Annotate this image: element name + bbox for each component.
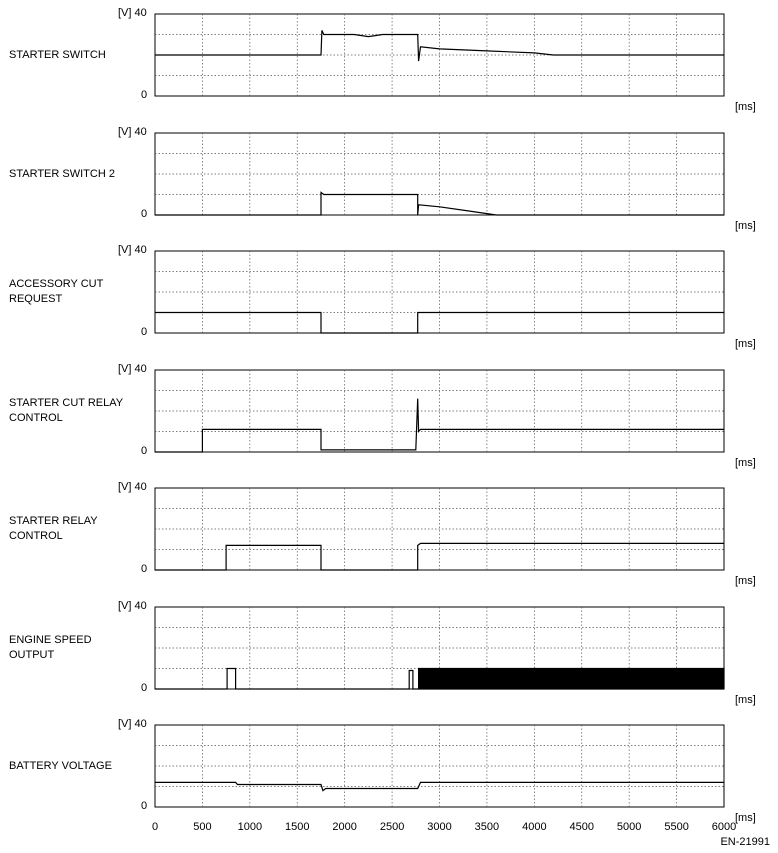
x-tick-label: 3500	[474, 821, 500, 833]
signal-trace-6	[155, 669, 724, 690]
x-unit-label: [ms]	[735, 694, 756, 706]
y-axis-zero-label: 0	[141, 682, 148, 694]
x-unit-label: [ms]	[735, 812, 756, 824]
y-axis-zero-label: 0	[141, 208, 148, 220]
signal-label: STARTER SWITCH	[9, 49, 106, 61]
y-axis-zero-label: 0	[141, 563, 148, 575]
signal-label: STARTER SWITCH 2	[9, 168, 115, 180]
x-tick-label: 3000	[427, 821, 452, 833]
x-unit-label: [ms]	[735, 338, 756, 350]
x-tick-label: 0	[151, 821, 159, 833]
x-tick-label: 6000	[711, 821, 737, 833]
y-axis-zero-label: 0	[141, 89, 148, 101]
y-axis-max-label: [V] 40	[118, 7, 147, 19]
x-tick-label: 5500	[664, 821, 689, 833]
signal-label: ENGINE SPEED OUTPUT	[9, 634, 92, 661]
signal-trace-3	[155, 313, 724, 334]
y-axis-zero-label: 0	[141, 800, 148, 812]
y-axis-max-label: [V] 40	[118, 363, 147, 375]
y-axis-max-label: [V] 40	[118, 718, 147, 730]
x-unit-label: [ms]	[735, 101, 756, 113]
x-tick-label: 500	[193, 821, 212, 833]
x-tick-label: 1500	[285, 821, 310, 833]
y-axis-max-label: [V] 40	[118, 481, 147, 493]
y-axis-zero-label: 0	[141, 445, 148, 457]
y-axis-max-label: [V] 40	[118, 600, 147, 612]
x-unit-label: [ms]	[735, 575, 756, 587]
x-tick-label: 1000	[237, 821, 263, 833]
x-unit-label: [ms]	[735, 457, 756, 469]
y-axis-zero-label: 0	[141, 326, 148, 338]
signal-label: ACCESSORY CUT REQUEST	[9, 278, 104, 305]
y-axis-max-label: [V] 40	[118, 126, 147, 138]
figure-id: EN-21991	[720, 836, 770, 848]
x-tick-label: 2500	[379, 821, 405, 833]
y-axis-max-label: [V] 40	[118, 244, 147, 256]
signal-label: STARTER RELAY CONTROL	[9, 515, 98, 542]
x-tick-label: 2000	[332, 821, 357, 833]
x-tick-label: 4000	[522, 821, 547, 833]
signal-label: BATTERY VOLTAGE	[9, 760, 112, 772]
x-tick-label: 4500	[569, 821, 594, 833]
signal-label: STARTER CUT RELAY CONTROL	[9, 397, 124, 424]
x-tick-label: 5000	[616, 821, 642, 833]
x-unit-label: [ms]	[735, 220, 756, 232]
